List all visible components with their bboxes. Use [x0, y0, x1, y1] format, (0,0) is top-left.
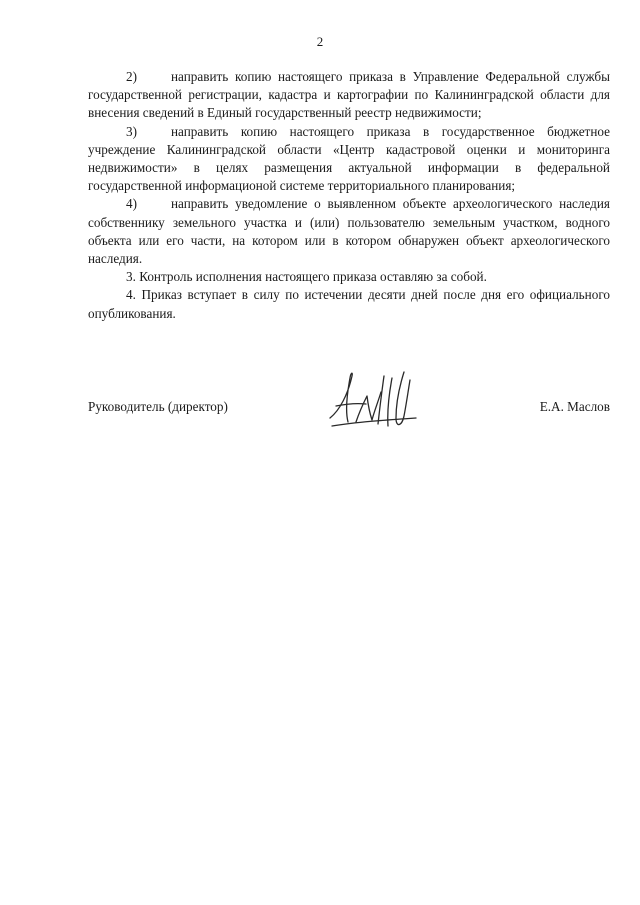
list-item [88, 68, 610, 123]
signer-name: Е.А. Маслов [539, 399, 610, 414]
clause-effective-date: 4. Приказ вступает в силу по истечении десяти дней после дня его официального опубликования. [88, 287, 610, 321]
item-number: 2) [126, 69, 137, 84]
document-body [88, 68, 610, 323]
signature-block [88, 366, 610, 436]
item-text: направить уведомление о выявленном объекте археологического наследия собственнику земельного участка и (или) пользователю земельным участком, водного объекта или его части, на котором или в котором обнаружен объект археологического наследия. [88, 196, 610, 267]
item-number: 3) [126, 123, 137, 139]
list-item [88, 123, 610, 196]
position-title: Руководитель (директор) [88, 399, 228, 414]
item-text: направить копию настоящего приказа в государственное бюджетное учреждение Калининградской области «Центр кадастровой оценки и мониторинга недвижимости» в целях размещения актуальной информации в федеральной государственной информационой системе территориального планирования; [88, 123, 610, 194]
handwritten-signature [326, 366, 422, 430]
item-number: 4) [126, 196, 137, 212]
clause-control: 3. Контроль исполнения настоящего приказа оставляю за собой. [126, 269, 487, 285]
page-number: 2 [316, 34, 324, 49]
item-text: направить копию настоящего приказа в Управление Федеральной службы государственной регистрации, кадастра и картографии по Калининградской области для внесения сведений в Единый государственный реестр недвижимости; [88, 69, 610, 121]
list-item [88, 195, 610, 268]
